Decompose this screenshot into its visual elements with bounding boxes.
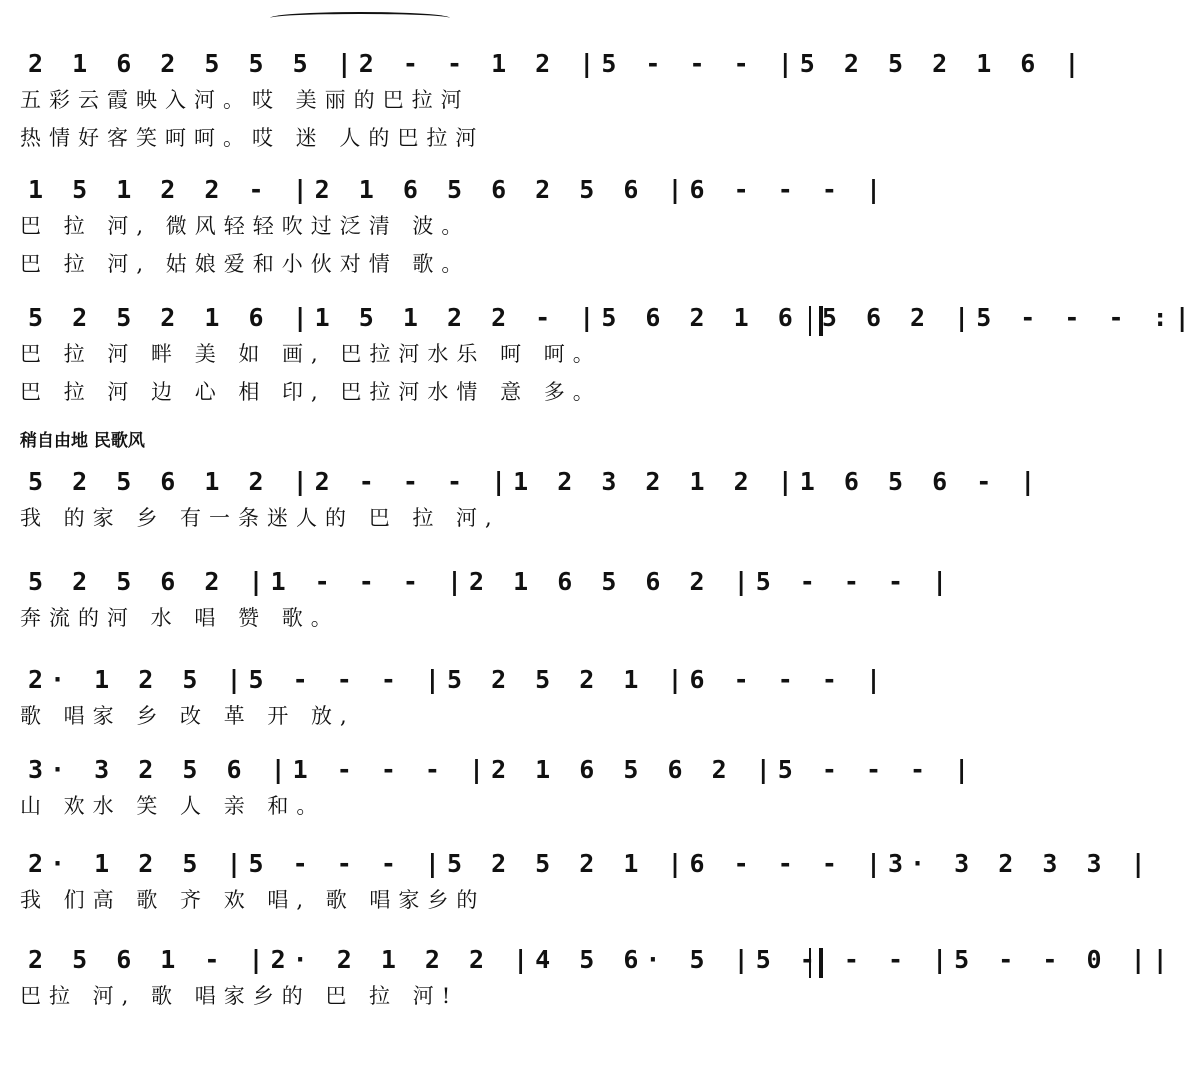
slur	[270, 12, 450, 24]
notation-line: 3· 3 2 5 6 |1 - - - |2 1 6 5 6 2 |5 - - - |	[28, 755, 977, 784]
notation-line: 2· 1 2 5 |5 - - - |5 2 5 2 1 |6 - - - |	[28, 665, 888, 694]
notation-line: 2 5 6 1 - |2· 2 1 2 2 |4 5 6· 5 |5 - - - |5 - - 0 ||	[28, 945, 1175, 974]
lyric-verse-1: 巴 拉 河, 微风轻轻吹过泛清 波。	[20, 214, 471, 238]
lyric-line: 巴拉 河, 歌 唱家乡的 巴 拉 河!	[20, 984, 459, 1008]
tempo-marking: 稍自由地 民歌风	[20, 431, 145, 451]
lyric-verse-2: 巴 拉 河 边 心 相 印, 巴拉河水情 意 多。	[20, 380, 602, 404]
lyric-line: 我 们高 歌 齐 欢 唱, 歌 唱家乡的	[20, 888, 486, 912]
notation-line: 2 1 6 2 5 5 5 |2 - - 1 2 |5 - - - |5 2 5 2 1 6 |	[28, 49, 1087, 78]
lyric-line: 山 欢水 笑 人 亲 和。	[20, 794, 326, 818]
notation-line: 5 2 5 6 2 |1 - - - |2 1 6 5 6 2 |5 - - - |	[28, 567, 955, 596]
lyric-line: 奔流的河 水 唱 赞 歌。	[20, 606, 340, 630]
final-barline	[809, 948, 823, 978]
lyric-verse-2: 巴 拉 河, 姑娘爱和小伙对情 歌。	[20, 252, 471, 276]
notation-line: 5 2 5 6 1 2 |2 - - - |1 2 3 2 1 2 |1 6 5 6 - |	[28, 467, 1043, 496]
notation-line: 2· 1 2 5 |5 - - - |5 2 5 2 1 |6 - - - |3· 3 2 3 3 |	[28, 849, 1153, 878]
notation-line: 5 2 5 2 1 6 |1 5 1 2 2 - |5 6 2 1 6 5 6 2 |5 - - - :|	[28, 303, 1197, 332]
lyric-verse-1: 五彩云霞映入河。哎 美丽的巴拉河	[20, 88, 470, 112]
repeat-barline	[809, 306, 823, 336]
lyric-line: 我 的家 乡 有一条迷人的 巴 拉 河,	[20, 506, 500, 530]
lyric-line: 歌 唱家 乡 改 革 开 放,	[20, 704, 355, 728]
lyric-verse-2: 热情好客笑呵呵。哎 迷 人的巴拉河	[20, 126, 485, 150]
lyric-verse-1: 巴 拉 河 畔 美 如 画, 巴拉河水乐 呵 呵。	[20, 342, 602, 366]
notation-line: 1 5 1 2 2 - |2 1 6 5 6 2 5 6 |6 - - - |	[28, 175, 888, 204]
